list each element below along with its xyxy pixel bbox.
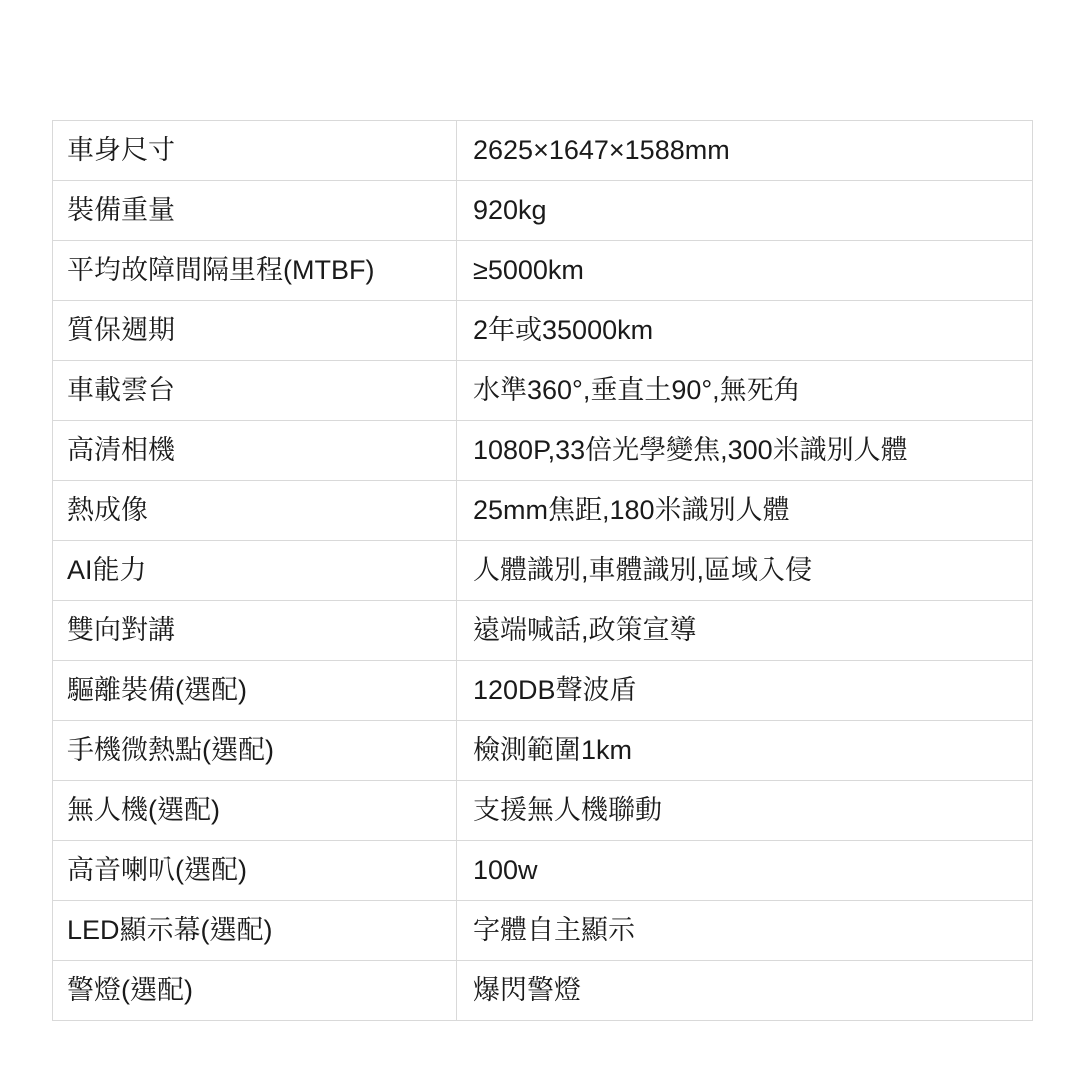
spec-value: 支援無人機聯動 bbox=[457, 781, 1033, 841]
spec-value: 100w bbox=[457, 841, 1033, 901]
spec-label: 無人機(選配) bbox=[53, 781, 457, 841]
table-row bbox=[53, 121, 1033, 181]
spec-label: 車載雲台 bbox=[53, 361, 457, 421]
spec-value: 920kg bbox=[457, 181, 1033, 241]
spec-label: 平均故障間隔里程(MTBF) bbox=[53, 241, 457, 301]
spec-label: 車身尺寸 bbox=[53, 121, 457, 181]
spec-value: 水準360°,垂直土90°,無死角 bbox=[457, 361, 1033, 421]
table-row bbox=[53, 961, 1033, 1021]
spec-value: 爆閃警燈 bbox=[457, 961, 1033, 1021]
spec-value: 2625×1647×1588mm bbox=[457, 121, 1033, 181]
table-row bbox=[53, 661, 1033, 721]
spec-value: 字體自主顯示 bbox=[457, 901, 1033, 961]
table-row bbox=[53, 181, 1033, 241]
spec-value: 遠端喊話,政策宣導 bbox=[457, 601, 1033, 661]
table-row bbox=[53, 241, 1033, 301]
spec-label: 質保週期 bbox=[53, 301, 457, 361]
spec-label: 熱成像 bbox=[53, 481, 457, 541]
table-row bbox=[53, 481, 1033, 541]
spec-value: 人體識別,車體識別,區域入侵 bbox=[457, 541, 1033, 601]
table-row bbox=[53, 361, 1033, 421]
spec-label: 驅離裝備(選配) bbox=[53, 661, 457, 721]
specification-table bbox=[52, 120, 1033, 1021]
table-row bbox=[53, 301, 1033, 361]
spec-label: 高音喇叭(選配) bbox=[53, 841, 457, 901]
table-row bbox=[53, 901, 1033, 961]
spec-value: 25mm焦距,180米識別人體 bbox=[457, 481, 1033, 541]
spec-value: 檢測範圍1km bbox=[457, 721, 1033, 781]
table-row bbox=[53, 841, 1033, 901]
spec-value: 2年或35000km bbox=[457, 301, 1033, 361]
table-row bbox=[53, 781, 1033, 841]
spec-label: 高清相機 bbox=[53, 421, 457, 481]
spec-table-container bbox=[52, 120, 1032, 1021]
spec-label: AI能力 bbox=[53, 541, 457, 601]
spec-value: 1080P,33倍光學變焦,300米識別人體 bbox=[457, 421, 1033, 481]
table-row bbox=[53, 421, 1033, 481]
spec-value: 120DB聲波盾 bbox=[457, 661, 1033, 721]
spec-label: 警燈(選配) bbox=[53, 961, 457, 1021]
table-row bbox=[53, 721, 1033, 781]
spec-label: 手機微熱點(選配) bbox=[53, 721, 457, 781]
table-row bbox=[53, 601, 1033, 661]
spec-label: 裝備重量 bbox=[53, 181, 457, 241]
table-row bbox=[53, 541, 1033, 601]
spec-label: 雙向對講 bbox=[53, 601, 457, 661]
spec-label: LED顯示幕(選配) bbox=[53, 901, 457, 961]
spec-value: ≥5000km bbox=[457, 241, 1033, 301]
spec-table-body bbox=[53, 121, 1033, 1021]
